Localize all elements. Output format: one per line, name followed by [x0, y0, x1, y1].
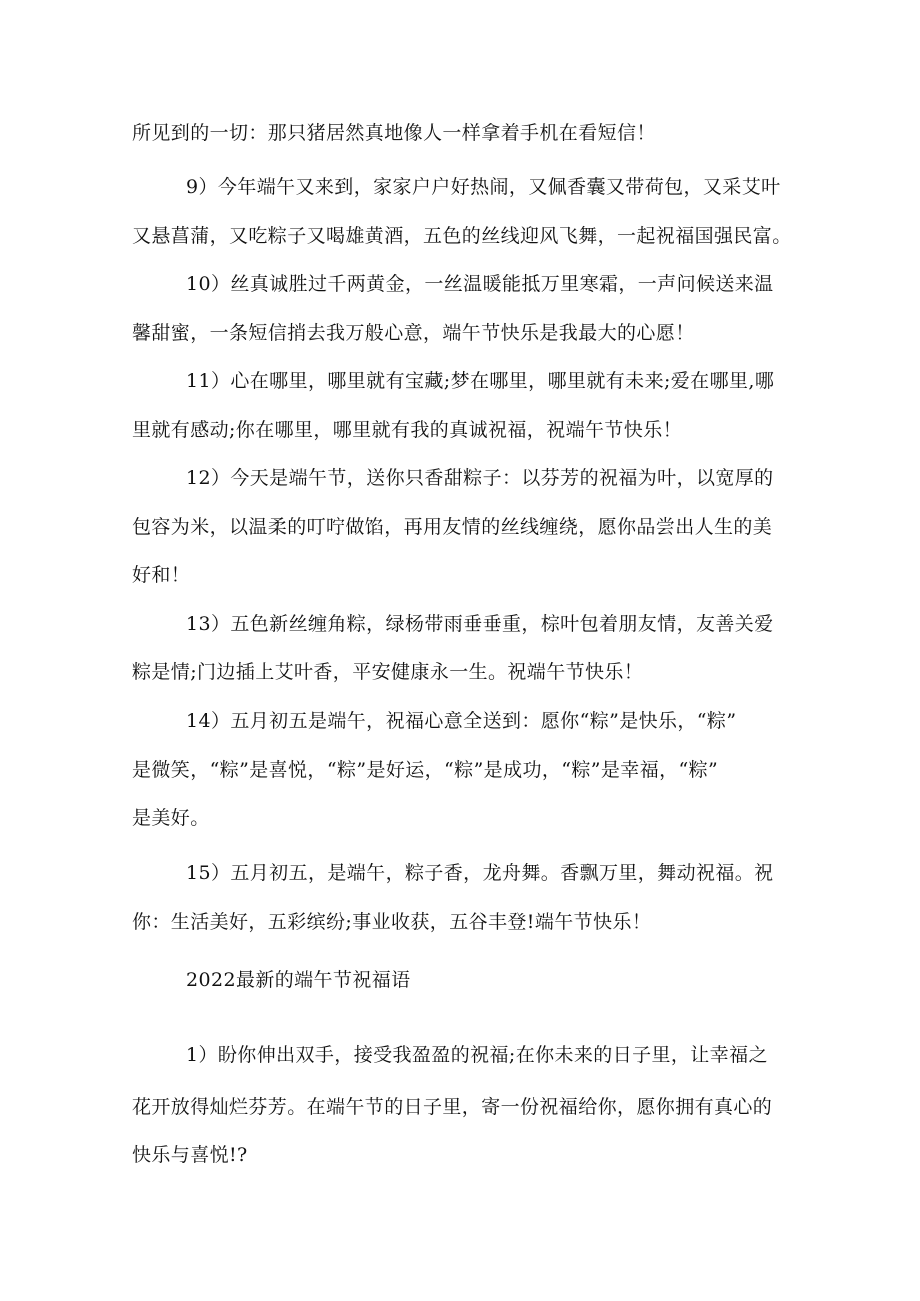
text-line: 里就有感动;你在哪里，哪里就有我的真诚祝福，祝端午节快乐！ [132, 419, 683, 441]
section-heading: 2022最新的端午节祝福语 [186, 969, 411, 991]
text-line: 快乐与喜悦!? [132, 1144, 248, 1166]
text-line: 好和！ [132, 564, 191, 586]
text-line: 又悬菖蒲，又吃粽子又喝雄黄酒，五色的丝线迎风飞舞，一起祝福国强民富。 [132, 225, 792, 247]
text-line: 是微笑，“粽”是喜悦，“粽”是好运，“粽”是成功，“粽”是幸福，“粽” [132, 759, 719, 781]
text-line: 花开放得灿烂芬芳。在端午节的日子里，寄一份祝福给你，愿你拥有真心的 [132, 1096, 773, 1118]
text-line: 1）盼你伸出双手，接受我盈盈的祝福;在你未来的日子里，让幸福之 [186, 1044, 768, 1066]
text-line: 你：生活美好，五彩缤纷;事业收获，五谷丰登!端午节快乐！ [132, 911, 652, 933]
text-line: 11）心在哪里，哪里就有宝藏;梦在哪里，哪里就有未来;爱在哪里,哪 [186, 370, 775, 392]
text-line: 14）五月初五是端午，祝福心意全送到：愿你“粽”是快乐，“粽” [186, 710, 737, 732]
text-line: 13）五色新丝缠角粽，绿杨带雨垂垂重，棕叶包着朋友情，友善关爱 [186, 613, 774, 635]
text-line: 馨甜蜜，一条短信捎去我万般心意，端午节快乐是我最大的心愿！ [132, 322, 695, 344]
text-line: 粽是情;门边插上艾叶香，平安健康永一生。祝端午节快乐！ [132, 661, 644, 683]
text-line: 12）今天是端午节，送你只香甜粽子：以芬芳的祝福为叶，以宽厚的 [186, 467, 774, 489]
text-line: 是美好。 [132, 807, 210, 829]
text-line: 10）丝真诚胜过千两黄金，一丝温暖能抵万里寒霜，一声问候送来温 [186, 273, 774, 295]
text-line: 9）今年端午又来到，家家户户好热闹，又佩香囊又带荷包，又采艾叶 [186, 176, 781, 198]
text-line: 15）五月初五，是端午，粽子香，龙舟舞。香飘万里，舞动祝福。祝 [186, 862, 774, 884]
text-line: 包容为米，以温柔的叮咛做馅，再用友情的丝线缠绕，愿你品尝出人生的美 [132, 516, 773, 538]
text-line: 所见到的一切：那只猪居然真地像人一样拿着手机在看短信！ [132, 122, 656, 144]
